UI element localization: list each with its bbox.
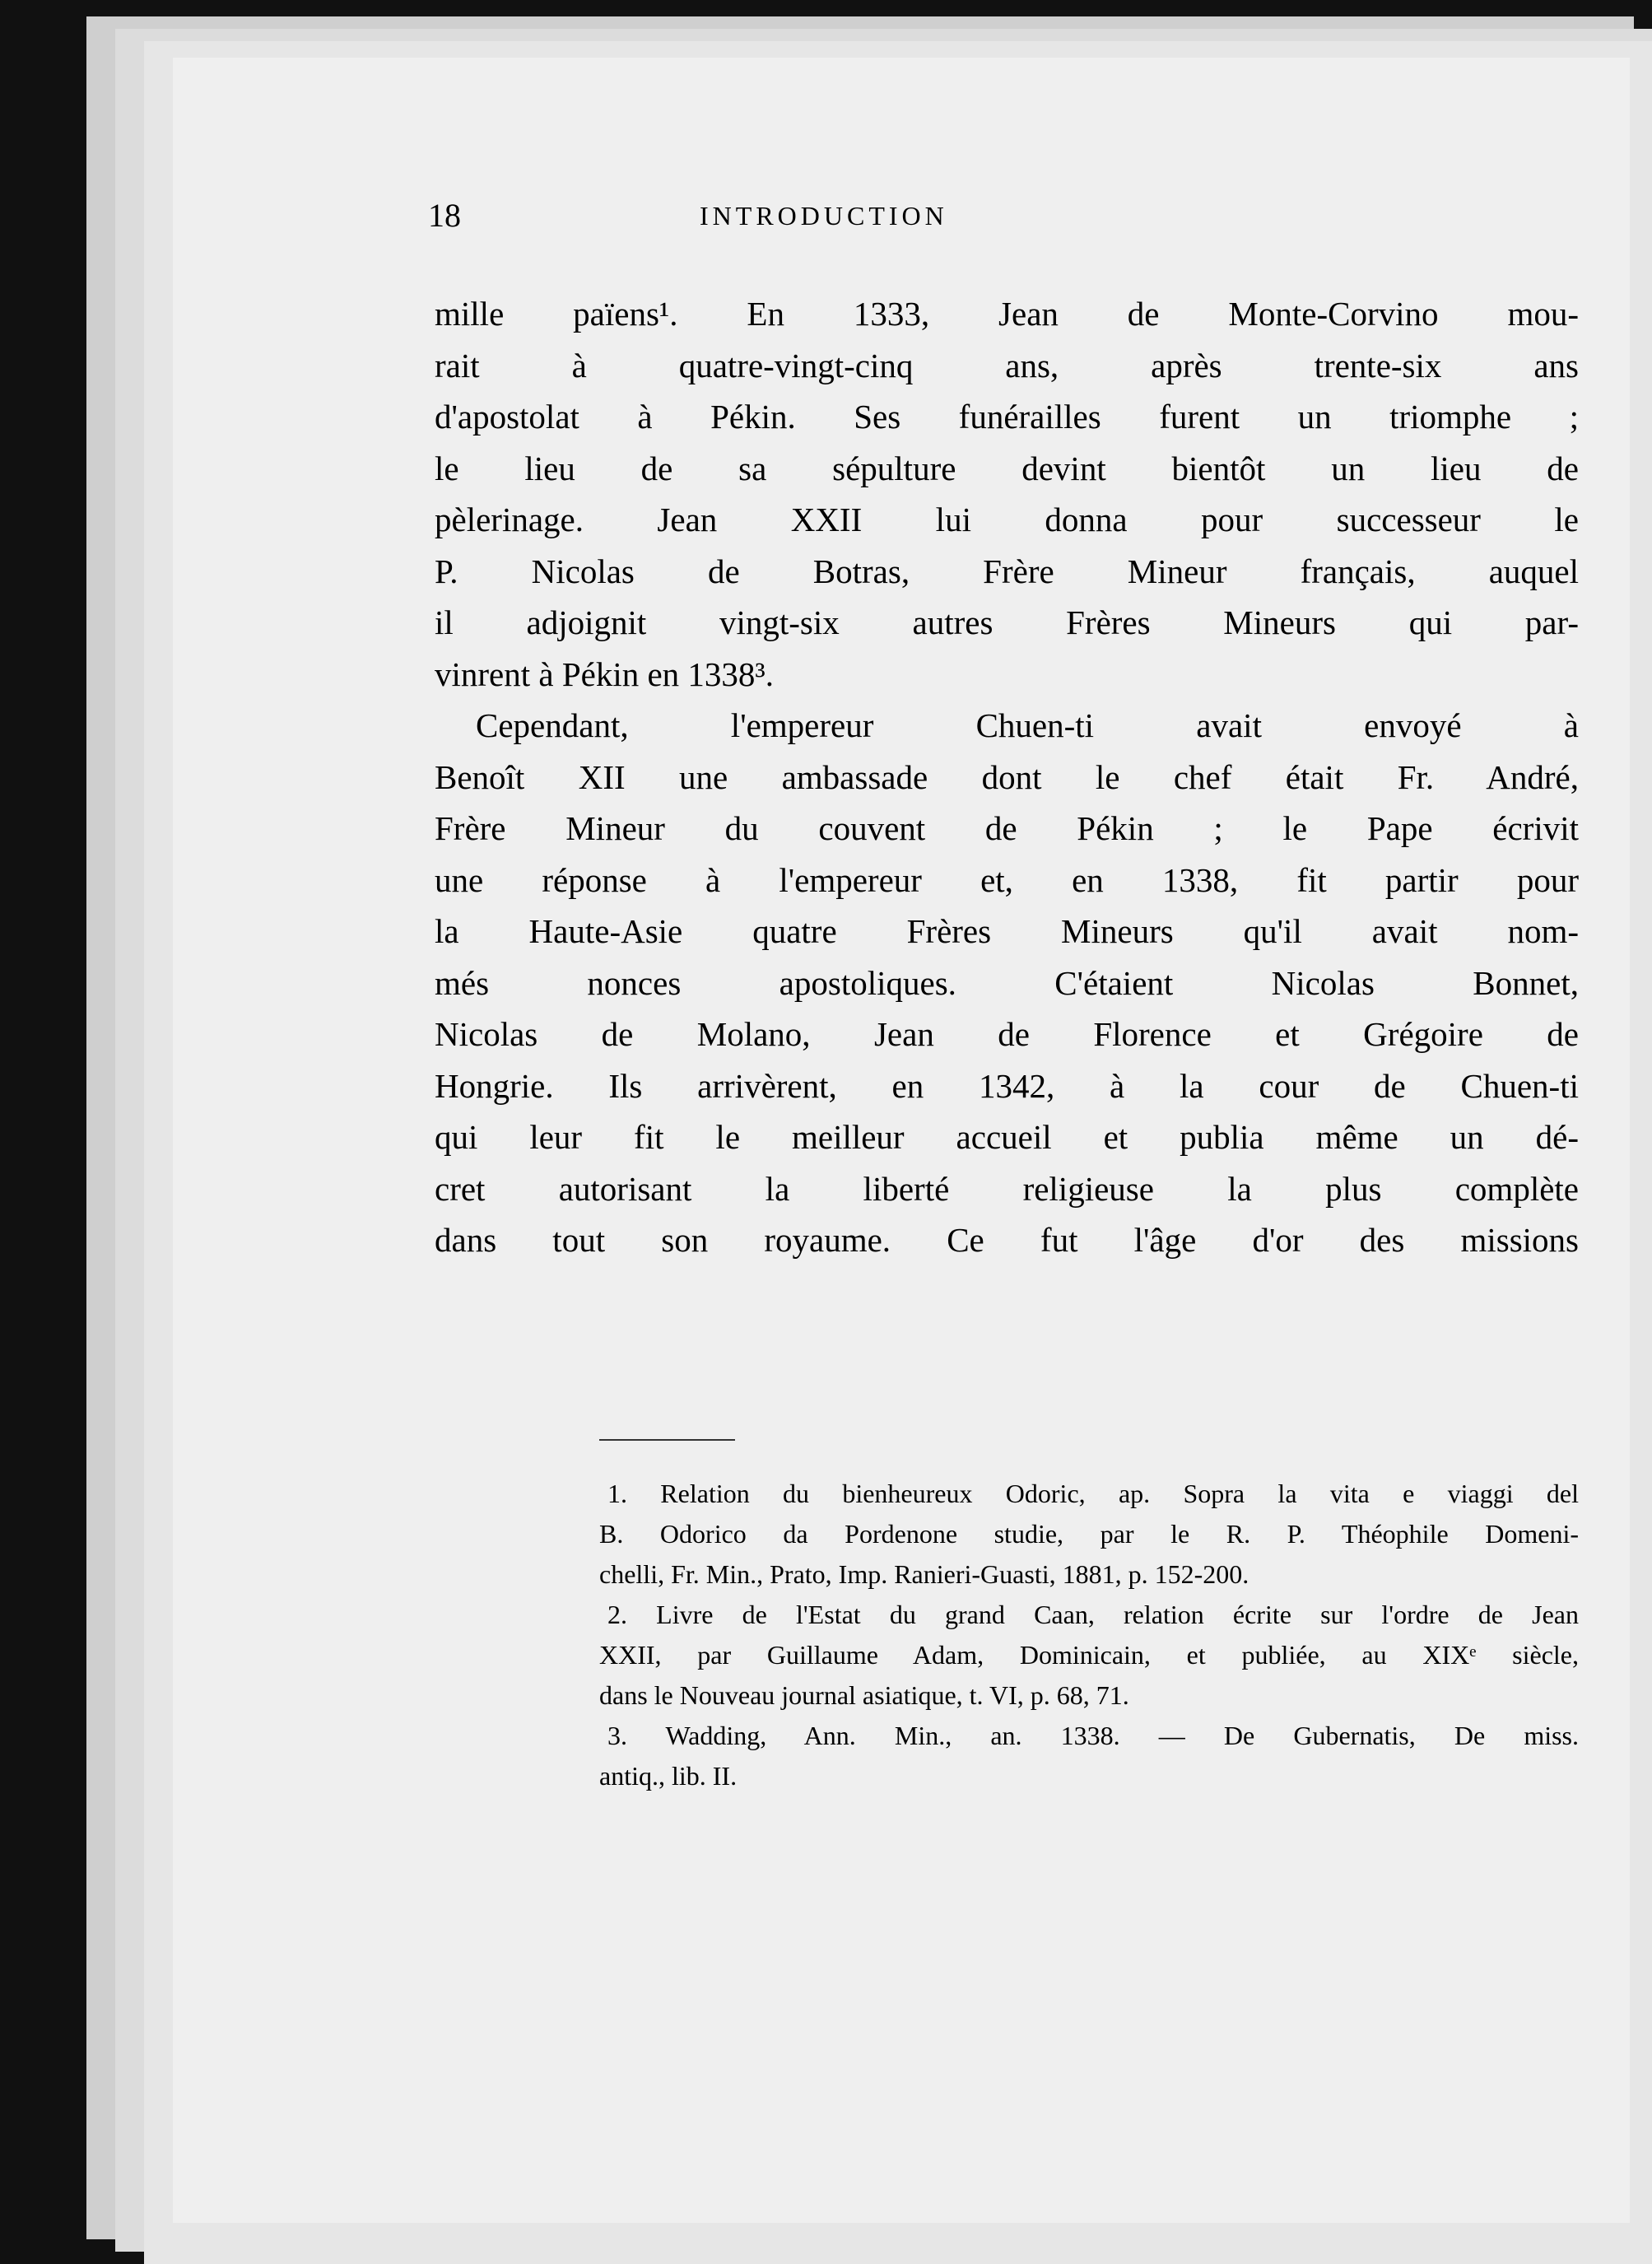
footnote-2 bbox=[599, 1595, 1579, 1716]
text-line: Frère Mineur du couvent de Pékin ; le Pape écrivit bbox=[435, 809, 1579, 847]
text-line: vinrent à Pékin en 1338³. bbox=[435, 655, 774, 693]
footnotes bbox=[599, 1474, 1579, 1796]
footnote-line: 3. Wadding, Ann. Min., an. 1338. — De Gubernatis, De miss. bbox=[607, 1721, 1579, 1750]
paragraph-1 bbox=[435, 288, 1579, 700]
footnote-3 bbox=[599, 1716, 1579, 1796]
text-line: més nonces apostoliques. C'étaient Nicolas Bonnet, bbox=[435, 963, 1579, 1002]
text-line: une réponse à l'empereur et, en 1338, fit partir pour bbox=[435, 860, 1579, 899]
text-line: d'apostolat à Pékin. Ses funérailles furent un triomphe ; bbox=[435, 398, 1579, 436]
text-line: le lieu de sa sépulture devint bientôt un lieu de bbox=[435, 449, 1579, 487]
body-text bbox=[435, 288, 1579, 1266]
text-line: pèlerinage. Jean XXII lui donna pour successeur le bbox=[435, 501, 1579, 538]
text-line: Nicolas de Molano, Jean de Florence et Grégoire de bbox=[435, 1015, 1579, 1053]
text-line: rait à quatre-vingt-cinq ans, après trente-six ans bbox=[435, 346, 1579, 384]
footnote-line: B. Odorico da Pordenone studie, par le R. P. Théophile Domeni- bbox=[599, 1519, 1579, 1549]
page-header bbox=[428, 196, 1580, 245]
text-line: dans tout son royaume. Ce fut l'âge d'or des missions bbox=[435, 1221, 1579, 1259]
footnote-line: 1. Relation du bienheureux Odoric, ap. Sopra la vita e viaggi del bbox=[607, 1479, 1579, 1508]
text-line: Hongrie. Ils arrivèrent, en 1342, à la cour de Chuen-ti bbox=[435, 1066, 1579, 1105]
footnote-line: antiq., lib. II. bbox=[599, 1761, 738, 1791]
text-line: Benoît XII une ambassade dont le chef était Fr. André, bbox=[435, 757, 1579, 796]
text-line: P. Nicolas de Botras, Frère Mineur français, auquel bbox=[435, 552, 1579, 590]
text-line: la Haute-Asie quatre Frères Mineurs qu'il avait nom- bbox=[435, 912, 1579, 950]
text-line: cret autorisant la liberté religieuse la plus complète bbox=[435, 1169, 1579, 1208]
footnote-line: chelli, Fr. Min., Prato, Imp. Ranieri-Guasti, 1881, p. 152-200. bbox=[599, 1559, 1249, 1589]
running-title: INTRODUCTION bbox=[700, 201, 948, 231]
footnote-line: XXII, par Guillaume Adam, Dominicain, et publiée, au XIXᵉ siècle, bbox=[599, 1640, 1579, 1670]
footnote-1 bbox=[599, 1474, 1579, 1595]
page-number: 18 bbox=[428, 197, 461, 234]
footnote-rule bbox=[599, 1439, 735, 1441]
text-line: qui leur fit le meilleur accueil et publia même un dé- bbox=[435, 1118, 1579, 1156]
paragraph-2 bbox=[435, 700, 1579, 1266]
footnote-line: 2. Livre de l'Estat du grand Caan, relation écrite sur l'ordre de Jean bbox=[607, 1600, 1579, 1629]
text-line: mille païens¹. En 1333, Jean de Monte-Corvino mou- bbox=[435, 295, 1579, 333]
text-line: il adjoignit vingt-six autres Frères Mineurs qui par- bbox=[435, 603, 1579, 641]
footnote-line: dans le Nouveau journal asiatique, t. VI, p. 68, 71. bbox=[599, 1680, 1129, 1710]
text-line: Cependant, l'empereur Chuen-ti avait envoyé à bbox=[476, 706, 1579, 744]
